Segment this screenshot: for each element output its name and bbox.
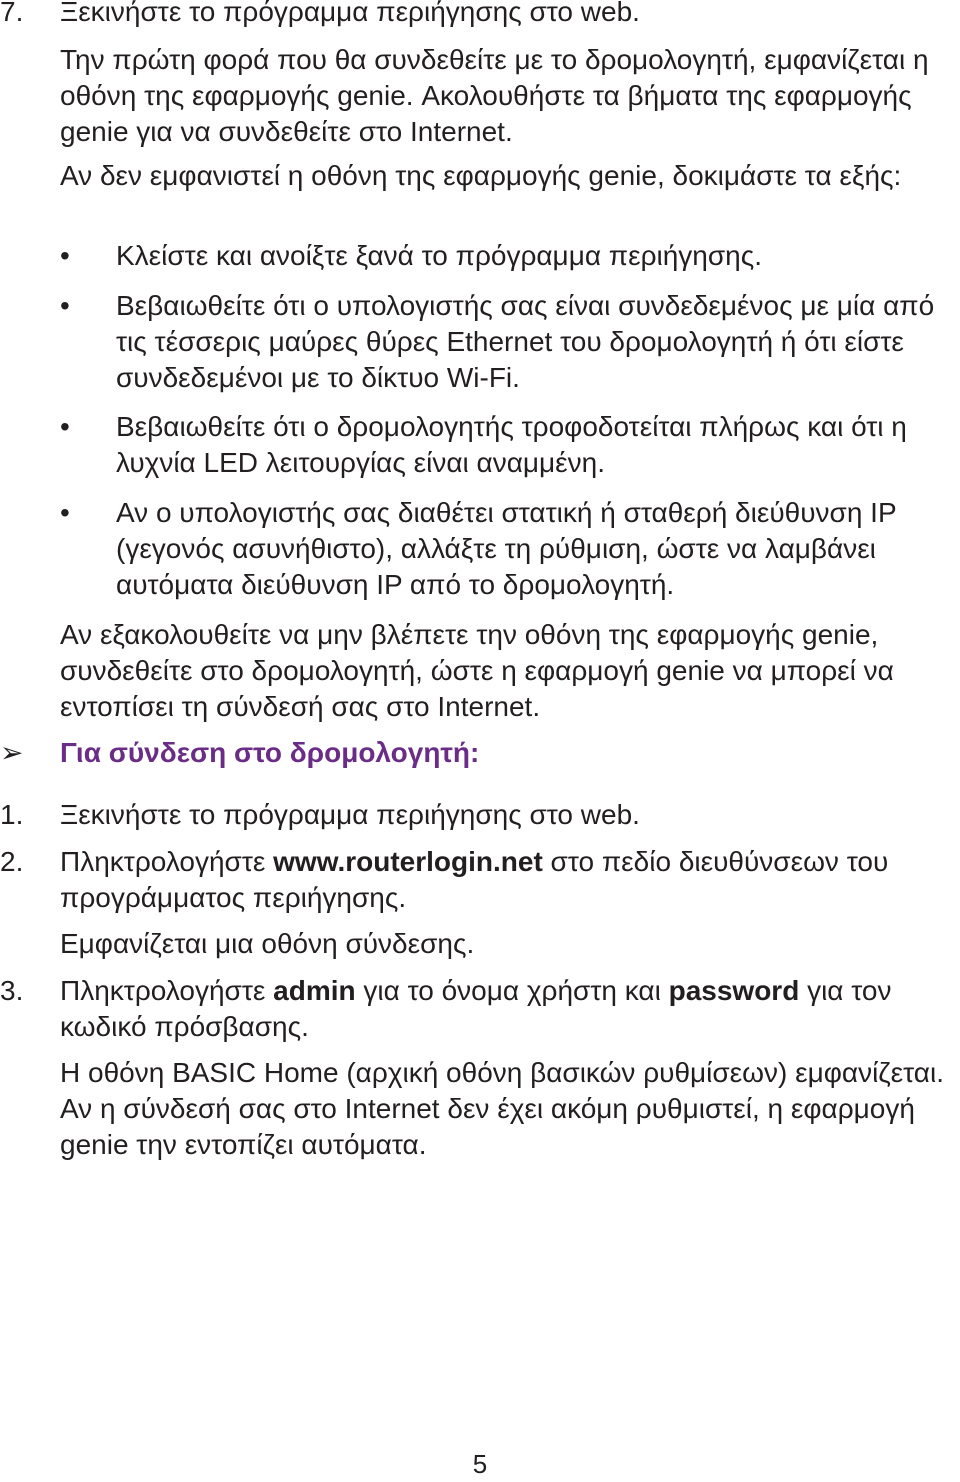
list-item-text: Βεβαιωθείτε ότι ο υπολογιστής σας είναι συνδεδεμένος με μία από τις τέσσερις μαύρες θύρες Ethernet του δρομολογητή ή ότι είστε συνδεδεμένοι με το δίκτυο Wi-Fi. [116, 290, 935, 393]
step-7-paragraph-fallback: Αν εξακολουθείτε να μην βλέπετε την οθόνη της εφαρμογής genie, συνδεθείτε στο δρομολογητή, ώστε η εφαρμογή genie να μπορεί να εντοπίσει τη σύνδεσή σας στο Internet. [60, 619, 894, 722]
list-item-text: Βεβαιωθείτε ότι ο δρομολογητής τροφοδοτείται πλήρως και ότι η λυχνία LED λειτουργίας είναι αναμμένη. [116, 411, 907, 478]
step-1-text: Ξεκινήστε το πρόγραμμα περιήγησης στο web. [60, 799, 640, 830]
step-3-text-end: για τον κωδικό πρόσβασης. [60, 975, 892, 1042]
step-2-text-end: στο πεδίο διευθύνσεων του προγράμματος περιήγησης. [60, 846, 889, 913]
step-3-number: 3. [0, 975, 24, 1006]
step-7-paragraph-troubleshoot: Αν δεν εμφανιστεί η οθόνη της εφαρμογής genie, δοκιμάστε τα εξής: [60, 160, 902, 191]
step-3-text [60, 973, 950, 1045]
step-2-text [60, 844, 950, 916]
step-7-paragraph-genie: Την πρώτη φορά που θα συνδεθείτε με το δρομολογητή, εμφανίζεται η οθόνη της εφαρμογής genie. Ακολουθήστε τα βήματα της εφαρμογής genie για να συνδεθείτε στο Internet. [60, 44, 929, 147]
bullet-icon: • [60, 497, 70, 528]
bullet-icon: • [60, 411, 70, 442]
step-2-result: Εμφανίζεται μια οθόνη σύνδεσης. [60, 928, 475, 959]
step-7-number: 7. [0, 0, 24, 27]
section-heading-text: Για σύνδεση στο δρομολογητή: [60, 737, 480, 768]
page-number: 5 [472, 1449, 488, 1479]
list-item-text: Κλείστε και ανοίξτε ξανά το πρόγραμμα περιήγησης. [116, 240, 763, 271]
step-3-text-start: Πληκτρολογήστε [60, 975, 274, 1006]
step-3-text-middle: για το όνομα χρήστη και [355, 975, 669, 1006]
step-2-text-start: Πληκτρολογήστε [60, 846, 274, 877]
router-login-url: www.routerlogin.net [273, 846, 543, 877]
step-3-result: Η οθόνη BASIC Home (αρχική οθόνη βασικών ρυθμίσεων) εμφανίζεται. Αν η σύνδεσή σας στο Internet δεν έχει ακόμη ρυθμιστεί, η εφαρμογή genie την εντοπίζει αυτόματα. [60, 1057, 944, 1160]
list-item-text: Αν ο υπολογιστής σας διαθέτει στατική ή σταθερή διεύθυνση IP (γεγονός ασυνήθιστο), αλλάξτε τη ρύθμιση, ώστε να λαμβάνει αυτόματα διεύθυνση IP από το δρομολογητή. [116, 497, 897, 600]
password-value: password [668, 975, 800, 1006]
username-value: admin [273, 975, 356, 1006]
bullet-icon: • [60, 290, 70, 321]
bullet-icon: • [60, 240, 70, 271]
arrow-icon: ➢ [0, 737, 24, 768]
step-7-text: Ξεκινήστε το πρόγραμμα περιήγησης στο web. [60, 0, 640, 27]
step-1-number: 1. [0, 799, 24, 830]
step-2-number: 2. [0, 846, 24, 877]
